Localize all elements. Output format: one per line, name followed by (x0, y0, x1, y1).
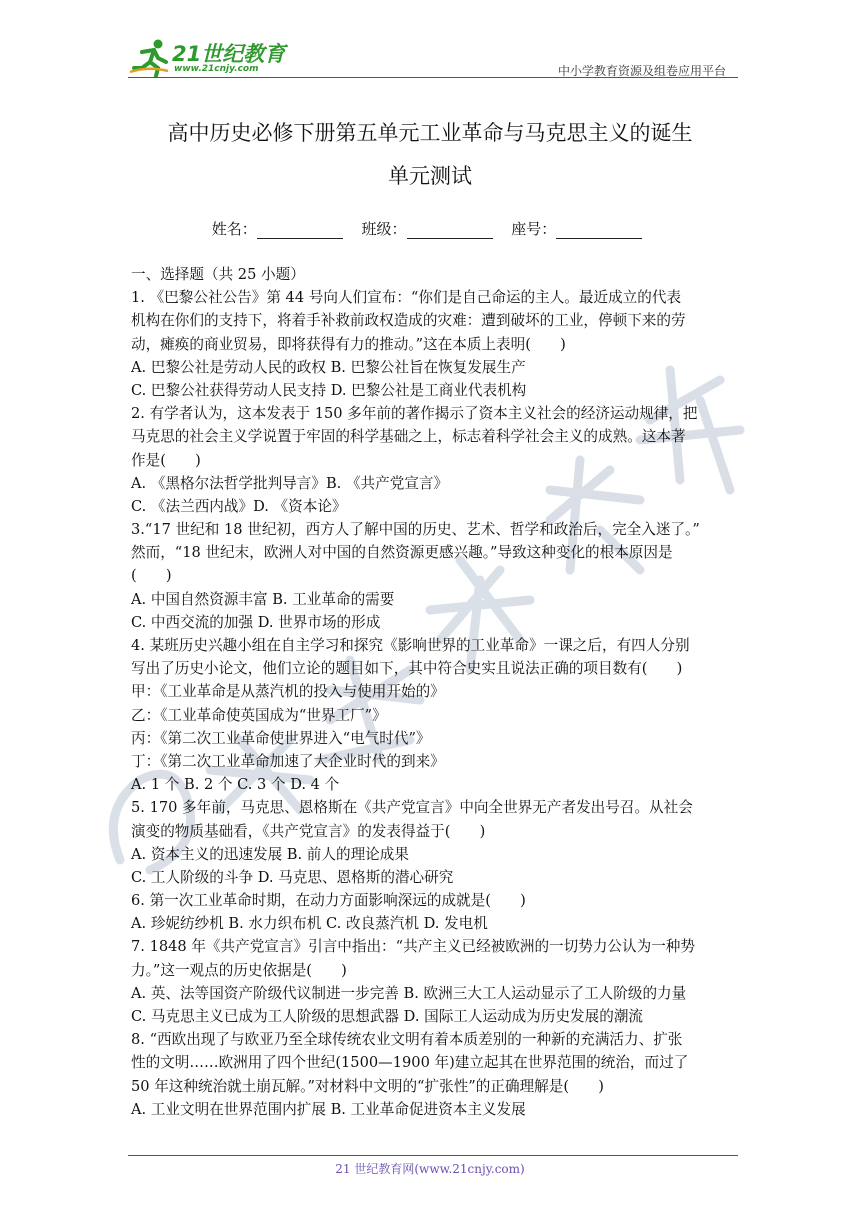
question-line: 机构在你们的支持下，将着手补救前政权造成的灾难：遭到破坏的工业，停顿下来的劳 (131, 312, 686, 330)
answer-option-line: A. 英、法等国资产阶级代议制进一步完善 B. 欧洲三大工人运动显示了工人阶级的力量 (131, 984, 687, 1002)
question-line: 性的文明……欧洲用了四个世纪(1500—1900 年)建立起其在世界范围的统治，而过了 (131, 1054, 689, 1072)
question-line: 8. “西欧出现了与欧亚乃至全球传统农业文明有着本质差别的一种新的充满活力、扩张 (131, 1031, 683, 1049)
answer-option-line: A. 工业文明在世界范围内扩展 B. 工业革命促进资本主义发展 (131, 1100, 526, 1118)
answer-option-line: C. 马克思主义已成为工人阶级的思想武器 D. 国际工人运动成为历史发展的潮流 (131, 1008, 644, 1025)
section-title: 一、选择题（共 25 小题） (131, 266, 305, 283)
answer-option-line: A. 资本主义的迅速发展 B. 前人的理论成果 (131, 845, 409, 863)
question-line: 3.“17 世纪和 18 世纪初，西方人了解中国的历史、艺术、哲学和政治后，完全入迷了。” (131, 521, 700, 539)
class-field[interactable] (407, 224, 493, 239)
question-line: ( ) (131, 567, 172, 585)
question-line: 6. 第一次工业革命时期，在动力方面影响深远的成就是( ) (131, 892, 526, 910)
question-line: 力。”这一观点的历史依据是( ) (131, 961, 347, 979)
answer-option-line: A. 中国自然资源丰富 B. 工业革命的需要 (131, 590, 395, 608)
header-divider (128, 77, 738, 78)
answer-option-line: A. 1 个 B. 2 个 C. 3 个 D. 4 个 (131, 776, 340, 794)
class-label: 班级： (361, 220, 407, 238)
question-line: 然而，“18 世纪末，欧洲人对中国的自然资源更感兴趣。”导致这种变化的根本原因是 (131, 544, 673, 562)
question-body (131, 263, 735, 1121)
answer-option-line: A. 珍妮纺纱机 B. 水力织布机 C. 改良蒸汽机 D. 发电机 (131, 915, 488, 933)
answer-option-line: C. 工人阶级的斗争 D. 马克思、恩格斯的潜心研究 (131, 868, 454, 886)
site-logo[interactable] (128, 36, 298, 78)
question-line: 1. 《巴黎公社公告》第 44 号向人们宣布：“你们是自己命运的主人。最近成立的代表 (131, 289, 682, 307)
question-line: 写出了历史小论文，他们立论的题目如下，其中符合史实且说法正确的项目数有( ) (131, 660, 683, 678)
running-figure-icon (128, 38, 172, 78)
question-line: 丁：《第二次工业革命加速了大企业时代的到来》 (131, 752, 445, 770)
question-line: 丙：《第二次工业革命使世界进入“电气时代”》 (131, 729, 431, 747)
logo-text: 21世纪教育 (172, 42, 286, 66)
logo-url: www.21cnjy.com (174, 64, 259, 74)
footer-link[interactable]: 21 世纪教育网(www.21cnjy.com) (335, 1162, 525, 1176)
exam-subtitle: 单元测试 (388, 164, 472, 188)
answer-option-line: A. 巴黎公社是劳动人民的政权 B. 巴黎公社旨在恢复发展生产 (131, 358, 526, 376)
page-header (128, 36, 732, 78)
student-info-row (0, 218, 860, 239)
answer-option-line: A. 《黑格尔法哲学批判导言》B. 《共产党宣言》 (131, 474, 449, 492)
question-line: 作是( ) (131, 451, 201, 469)
question-line: 5. 170 多年前，马克思、恩格斯在《共产党宣言》中向全世界无产者发出号召。从社会 (131, 799, 693, 817)
name-field[interactable] (257, 224, 343, 239)
question-line: 马克思的社会主义学说置于牢固的科学基础之上，标志着科学社会主义的成熟。这本著 (131, 428, 686, 446)
footer-divider (128, 1155, 738, 1156)
question-line: 50 年这种统治就土崩瓦解。”对材料中文明的“扩张性”的正确理解是( ) (131, 1077, 604, 1095)
answer-option-line: C. 中西交流的加强 D. 世界市场的形成 (131, 613, 381, 631)
question-line: 演变的物质基础看，《共产党宣言》的发表得益于( ) (131, 822, 486, 840)
question-line: 甲：《工业革命是从蒸汽机的投入与使用开始的》 (131, 683, 445, 701)
seat-field[interactable] (556, 224, 642, 239)
question-line: 7. 1848 年《共产党宣言》引言中指出：“共产主义已经被欧洲的一切势力公认为一种势 (131, 938, 695, 956)
seat-label: 座号： (511, 220, 557, 238)
question-line: 4. 某班历史兴趣小组在自主学习和探究《影响世界的工业革命》一课之后，有四人分别 (131, 637, 690, 654)
name-label: 姓名： (211, 220, 257, 238)
exam-title: 高中历史必修下册第五单元工业革命与马克思主义的诞生 (167, 121, 693, 145)
platform-tagline: 中小学教育资源及组卷应用平台 (557, 64, 726, 78)
answer-option-line: C. 巴黎公社获得劳动人民支持 D. 巴黎公社是工商业代表机构 (131, 381, 527, 399)
question-line: 2. 有学者认为，这本发表于 150 多年前的著作揭示了资本主义社会的经济运动规律，把 (131, 405, 698, 423)
question-line: 乙：《工业革命使英国成为“世界工厂”》 (131, 706, 387, 724)
answer-option-line: C. 《法兰西内战》D. 《资本论》 (131, 497, 347, 515)
question-line: 动，瘫痪的商业贸易，即将获得有力的推动。”这在本质上表明( ) (131, 335, 566, 353)
